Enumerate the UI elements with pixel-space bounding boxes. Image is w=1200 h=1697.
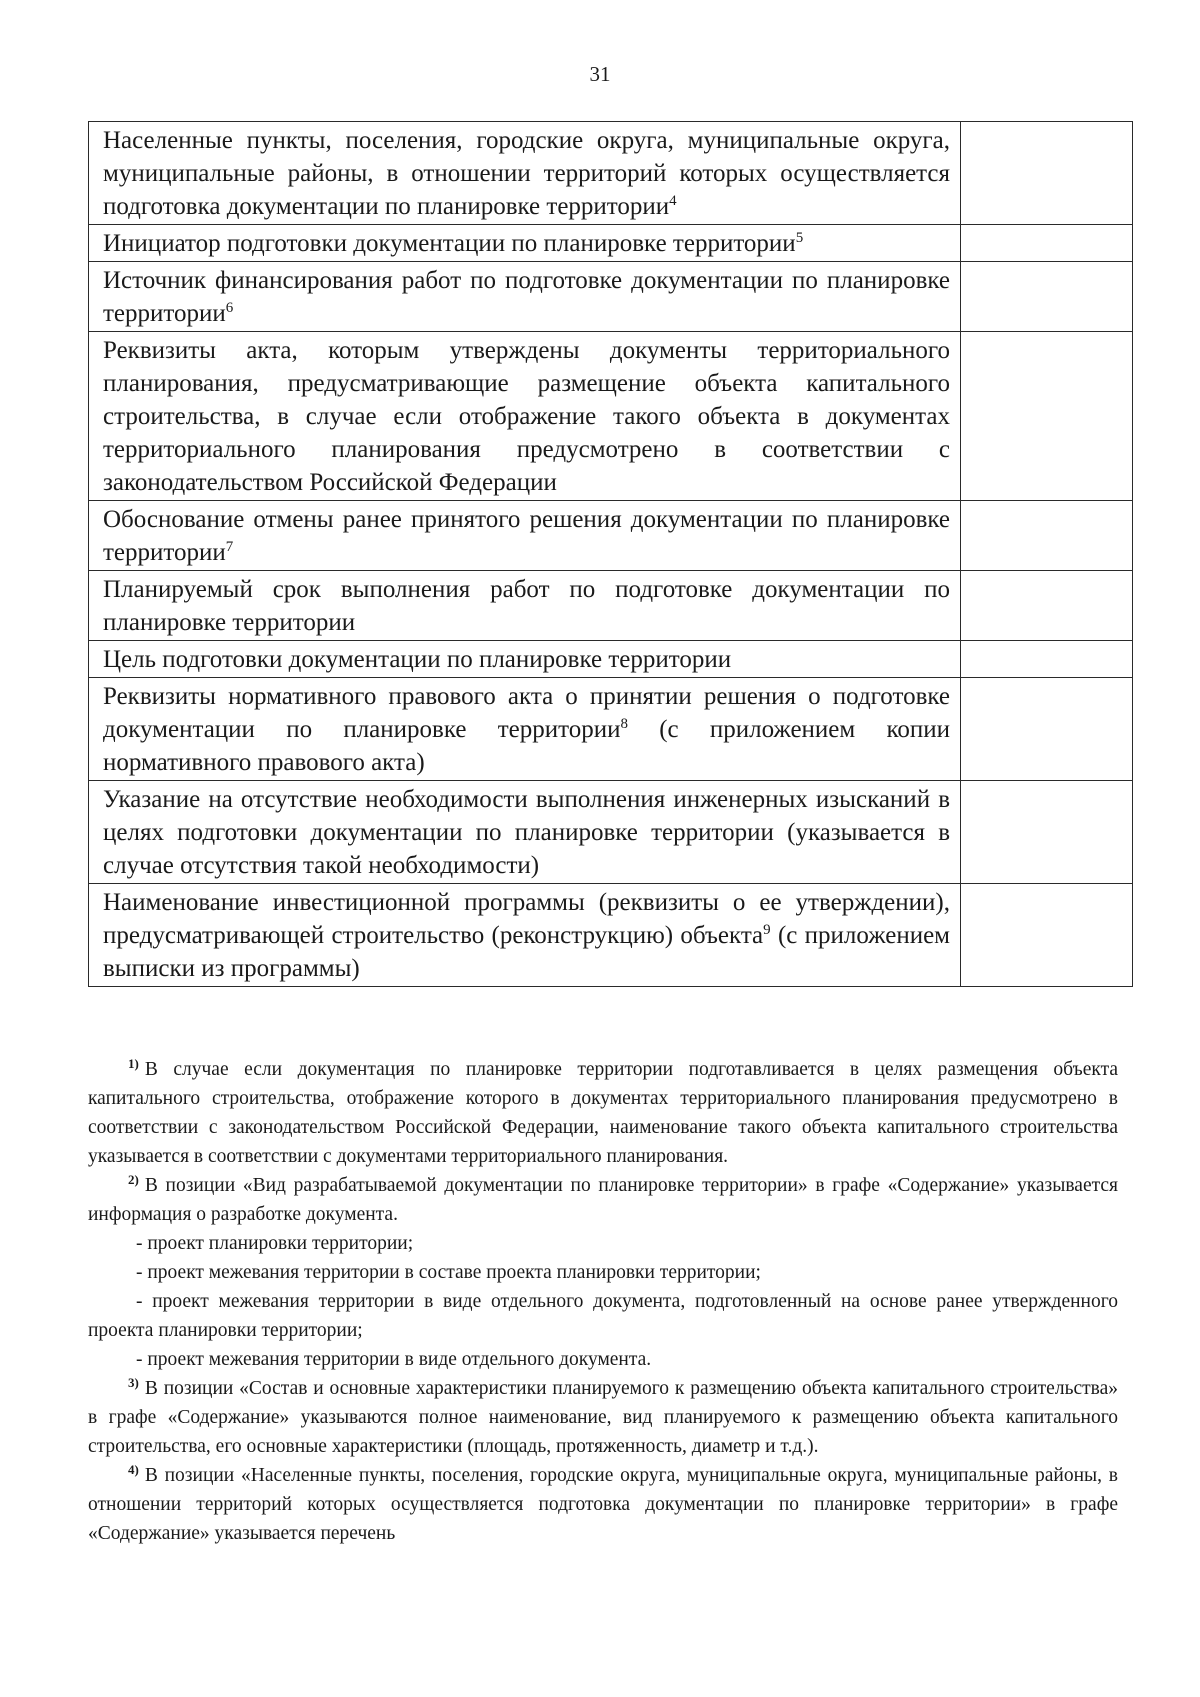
- list-item: - проект межевания территории в виде отдельного документа, подготовленный на основе ранее утвержденного проекта планировки территории;: [88, 1291, 1118, 1341]
- footnote-1: $^{1)}$ В случае если документация по планировке территории подготавливается в целях размещения объекта капитального строительства, отображение которого в документах территориального планирования предусмотрено в соответствии с законодательством Российской Федерации, наименование такого объекта капитального строительства указывается в соответствии с документами территориального планирования.: [88, 1056, 1118, 1167]
- footnote-3: $^{3)}$ В позиции «Состав и основные характеристики планируемого к размещению объекта капитального строительства» в графе «Содержание» указываются полное наименование, вид планируемого к размещению объекта капитального строительства, его основные характеристики (площадь, протяженность, диаметр и т.д.).: [88, 1375, 1118, 1457]
- table-row: [89, 781, 1133, 884]
- row-label: Источник финансирования работ по подготовке документации по планировке территории$^6$: [89, 262, 961, 332]
- row-value-cell: [961, 571, 1133, 641]
- list-item: - проект планировки территории;: [136, 1233, 414, 1254]
- footnote-4: $^{4)}$ В позиции «Населенные пункты, поселения, городские округа, муниципальные округа, муниципальные районы, в отношении территорий которых осуществляется подготовка документации по планировке территории» в графе «Содержание» указывается перечень: [88, 1462, 1118, 1544]
- table-row: [89, 262, 1133, 332]
- row-label: Обоснование отмены ранее принятого решения документации по планировке территории$^7$: [89, 501, 961, 571]
- table-row: [89, 225, 1133, 262]
- planning-documentation-table: [88, 121, 1133, 987]
- table-row: [89, 122, 1133, 225]
- row-value-cell: [961, 332, 1133, 501]
- row-label: Цель подготовки документации по планировке территории: [89, 641, 961, 678]
- table-row: [89, 571, 1133, 641]
- row-label: Инициатор подготовки документации по планировке территории$^5$: [89, 225, 961, 262]
- list-item: - проект межевания территории в виде отдельного документа.: [136, 1349, 652, 1370]
- row-value-cell: [961, 678, 1133, 781]
- page-number: 31: [589, 62, 611, 86]
- row-value-cell: [961, 122, 1133, 225]
- row-label: Реквизиты акта, которым утверждены документы территориального планирования, предусматривающие размещение объекта капитального строительства, в случае если отображение такого объекта в документах территориального планирования предусмотрено в соответствии с законодательством Российской Федерации: [89, 332, 961, 501]
- row-label: Указание на отсутствие необходимости выполнения инженерных изысканий в целях подготовки документации по планировке территории (указывается в случае отсутствия такой необходимости): [89, 781, 961, 884]
- row-value-cell: [961, 781, 1133, 884]
- row-label: Наименование инвестиционной программы (реквизиты о ее утверждении), предусматривающей строительство (реконструкцию) объекта$^9$ (с приложением выписки из программы): [89, 884, 961, 987]
- row-value-cell: [961, 225, 1133, 262]
- row-value-cell: [961, 262, 1133, 332]
- table-row: [89, 641, 1133, 678]
- table-row: [89, 678, 1133, 781]
- row-value-cell: [961, 641, 1133, 678]
- row-label: Реквизиты нормативного правового акта о принятии решения о подготовке документации по планировке территории$^8$ (с приложением копии нормативного правового акта): [89, 678, 961, 781]
- footnote-2: $^{2)}$ В позиции «Вид разрабатываемой документации по планировке территории» в графе «Содержание» указывается информация о разработке документа.: [88, 1172, 1118, 1225]
- row-label: Планируемый срок выполнения работ по подготовке документации по планировке территории: [89, 571, 961, 641]
- list-item: - проект межевания территории в составе проекта планировки территории;: [136, 1262, 761, 1283]
- table-row: [89, 884, 1133, 987]
- footnotes: [88, 1055, 1118, 1548]
- row-value-cell: [961, 501, 1133, 571]
- row-value-cell: [961, 884, 1133, 987]
- row-label: Населенные пункты, поселения, городские округа, муниципальные округа, муниципальные районы, в отношении территорий которых осуществляется подготовка документации по планировке территории$^4$: [89, 122, 961, 225]
- table-row: [89, 332, 1133, 501]
- table-row: [89, 501, 1133, 571]
